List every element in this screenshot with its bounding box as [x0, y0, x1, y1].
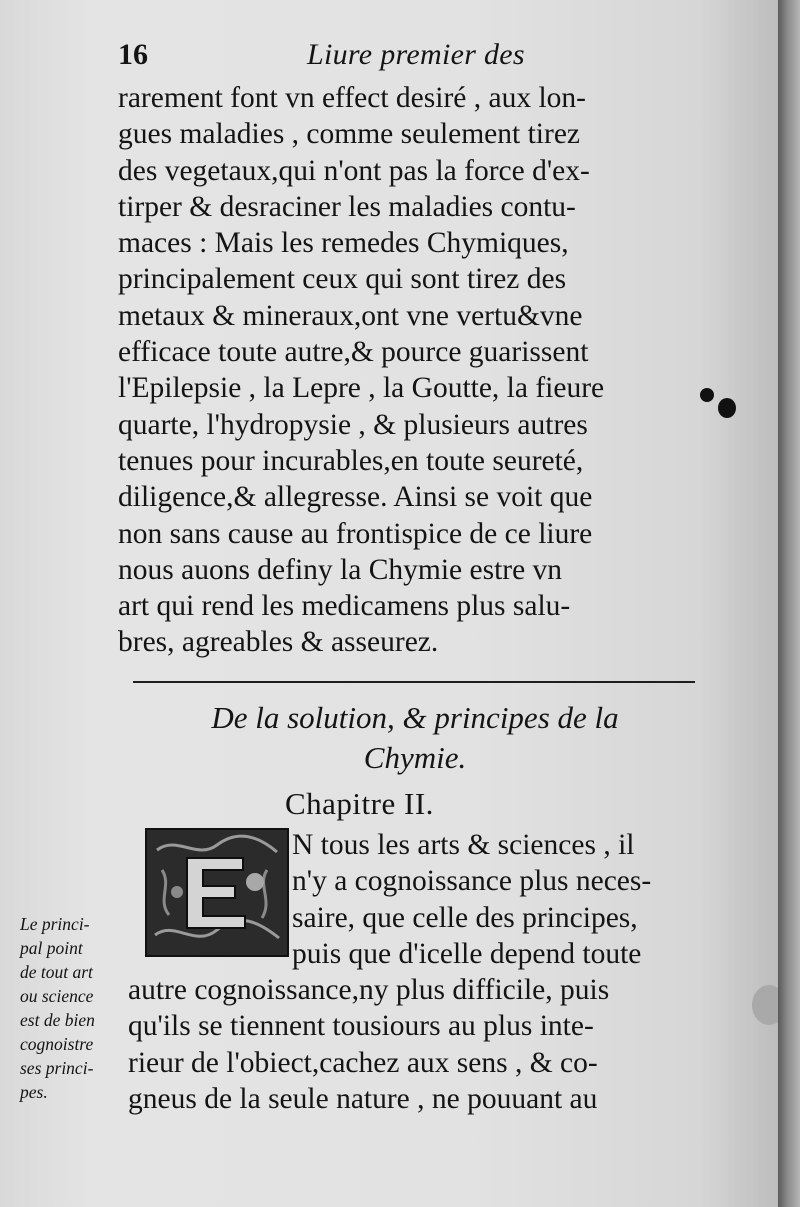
chapter-paragraph: [128, 827, 728, 1117]
text-line: efficace toute autre,& pource guarissent: [118, 336, 589, 369]
text-line: gues maladies , comme seulement tirez: [118, 118, 581, 151]
text-line: nous auons definy la Chymie estre vn: [118, 553, 563, 586]
text-line: rarement font vn effect desiré , aux lon-: [118, 82, 586, 114]
text-line: l'Epilepsie , la Lepre , la Goutte, la fieure: [118, 372, 605, 405]
text-line: N tous les arts & sciences , il: [292, 829, 635, 861]
margin-note-line: Le princi-: [20, 914, 90, 934]
chapter-title: Chapitre II.: [285, 786, 434, 821]
text-line: saire, que celle des principes,: [292, 901, 638, 934]
margin-note: [20, 912, 125, 1104]
text-line: puis que d'icelle depend toute: [292, 937, 642, 970]
text-line: maces : Mais les remedes Chymiques,: [118, 227, 569, 260]
text-line: diligence,& allegresse. Ainsi se voit que: [118, 481, 593, 514]
margin-note-line: pes.: [20, 1082, 48, 1102]
page-number: 16: [118, 38, 148, 71]
margin-note-line: pal point: [20, 938, 83, 958]
text-line: metaux & mineraux,ont vne vertu&vne: [118, 299, 583, 332]
ink-blot: [718, 398, 736, 418]
section-divider: [133, 681, 695, 683]
text-line: tirper & desraciner les maladies contu-: [118, 190, 576, 223]
section-heading-line: Chymie.: [363, 740, 467, 775]
text-line: qu'ils se tiennent tousiours au plus inte-: [128, 1010, 594, 1043]
text-line: gneus de la seule nature , ne pouuant au: [128, 1083, 598, 1116]
ink-blot: [700, 388, 714, 402]
text-line: rieur de l'obiect,cachez aux sens , & co-: [128, 1046, 598, 1079]
section-heading: [140, 698, 690, 778]
running-header: [112, 38, 702, 78]
margin-note-line: ou science: [20, 986, 94, 1006]
text-line: n'y a cognoissance plus neces-: [292, 865, 652, 898]
text-line: autre cognoissance,ny plus difficile, puis: [128, 974, 610, 1007]
text-line: principalement ceux qui sont tirez des: [118, 263, 567, 296]
body-paragraph: [118, 80, 718, 661]
margin-note-line: est de bien: [20, 1010, 95, 1030]
margin-note-line: cognoistre: [20, 1034, 94, 1054]
text-line: art qui rend les medicamens plus salu-: [118, 590, 571, 623]
text-line: bres, agreables & asseurez.: [118, 626, 439, 659]
text-line: des vegetaux,qui n'ont pas la force d'ex-: [118, 154, 590, 187]
page-edge: [778, 0, 800, 1207]
margin-note-line: de tout art: [20, 962, 93, 982]
section-heading-line: De la solution, & principes de la: [211, 700, 619, 735]
running-title: Liure premier des: [307, 38, 525, 71]
text-line: quarte, l'hydropysie , & plusieurs autres: [118, 408, 588, 441]
text-line: tenues pour incurables,en toute seureté,: [118, 444, 584, 477]
text-line: non sans cause au frontispice de ce liure: [118, 517, 593, 550]
margin-note-line: ses princi-: [20, 1058, 94, 1078]
